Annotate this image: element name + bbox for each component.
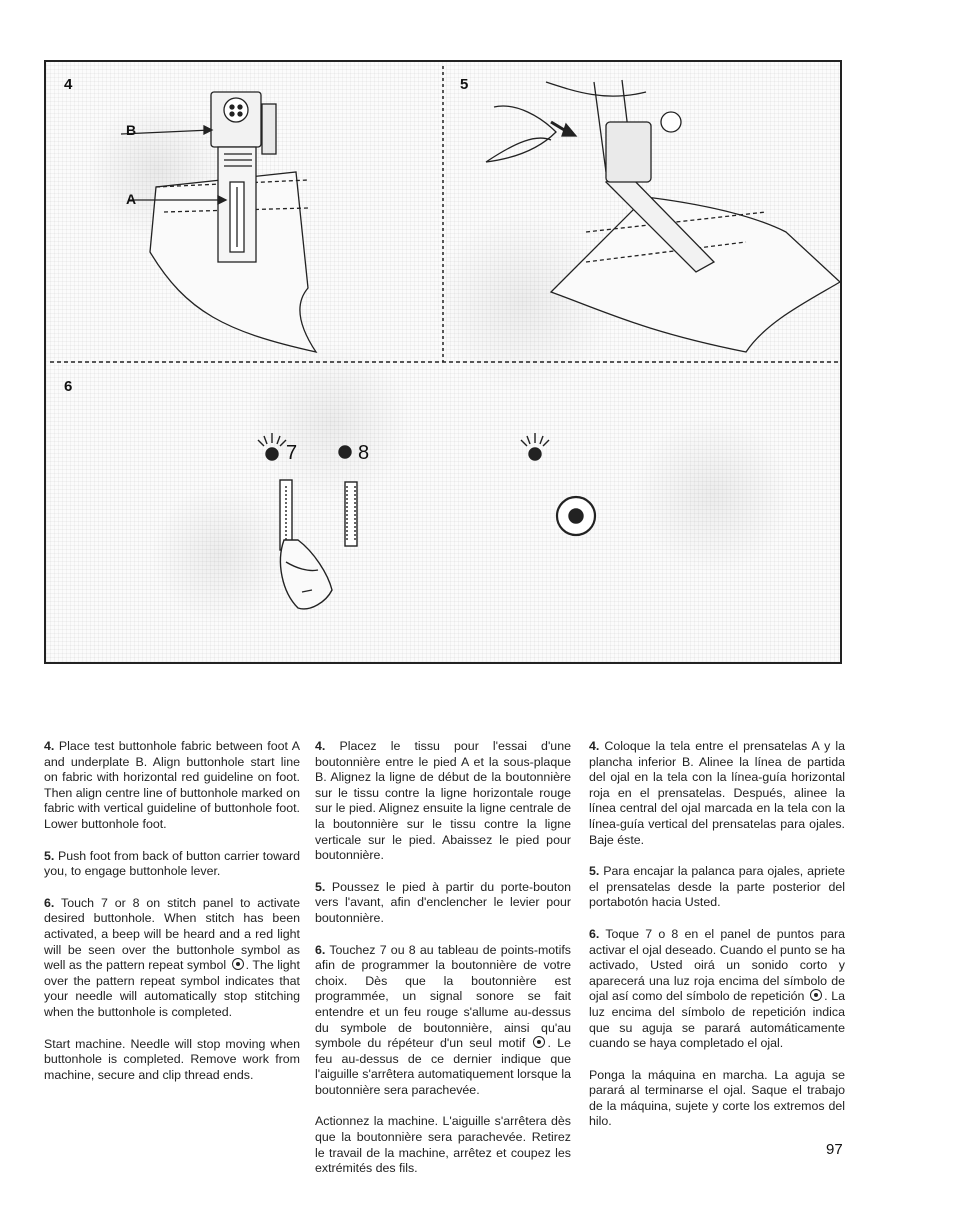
french-column (315, 739, 571, 1193)
step-number: 4. (589, 739, 600, 753)
english-step-6 (44, 896, 300, 1021)
figure-label-5: 5 (460, 76, 469, 93)
step-text: Touch 7 or 8 on stitch panel to activate desired buttonhole. When stitch has been activated, a beep will be heard and a red light will be seen over the buttonhole symbol as well as the pattern repeat symbol (44, 895, 301, 973)
french-step-6 (315, 943, 571, 1099)
step-number: 6. (315, 942, 326, 957)
step-text: Poussez le pied à partir du porte-bouton vers l'avant, afin d'enclencher le levier pour boutonnière. (315, 879, 571, 925)
led-label-7: 7 (286, 442, 298, 464)
panel-5-illustration (486, 80, 840, 352)
label-b: B (126, 122, 137, 138)
french-step-5 (315, 880, 571, 927)
step-text: Place test buttonhole fabric between foot A and underplate B. Align buttonhole start line on fabric with horizontal red guideline on foot. Then align centre line of buttonhole marked on fabric with vertical guideline of buttonhole foot. Lower buttonhole foot. (44, 739, 301, 831)
step-number: 5. (589, 864, 600, 879)
step-number: 6. (589, 926, 600, 941)
led-repeat-icon (529, 448, 541, 460)
french-step-4 (315, 739, 571, 864)
step-text: Para encajar la palanca para ojales, apriete el prensatelas desde la parte posterior del portabotón hacia Usted. (589, 864, 845, 910)
step-text: Coloque la tela entre el prensatelas A y la plancha inferior B. Alinee la línea de partida del ojal en la tela con la línea-guía horizontal roja en el prensatelas. Después, alinee la línea central del ojal marcada en la tela con la línea-guía vertical del prensatelas para ojales. Baje éste. (589, 739, 845, 847)
step-number: 4. (315, 739, 326, 753)
spanish-step-6 (589, 927, 845, 1052)
figure-label-6: 6 (64, 378, 73, 395)
page-number: 97 (826, 1141, 843, 1158)
led-8-icon (339, 446, 351, 458)
panel-6-illustration (258, 433, 595, 609)
led-label-8: 8 (358, 442, 370, 464)
finger-icon (280, 540, 332, 609)
english-closing: Start machine. Needle will stop moving when buttonhole is completed. Remove work from machine, secure and clip thread ends. (44, 1036, 300, 1082)
led-7-icon (266, 448, 278, 460)
step-text: . Le feu au-dessus de ce dernier indique que l'aiguille s'arrêtera automatiquement lorsque la boutonnière sera parachevée. (315, 1036, 571, 1097)
pattern-repeat-icon (533, 1036, 545, 1048)
spanish-step-5 (589, 864, 845, 911)
panel-4-illustration (121, 92, 316, 352)
step-text: Touchez 7 ou 8 au tableau de points-motifs afin de programmer la boutonnière de votre choix. Dès que la boutonnière est programmée, un signal sonore se fait entendre et un feu rouge s'allume au-dessus du symbole de boutonnière, ainsi qu'au symbole du répéteur d'un seul motif (315, 942, 572, 1051)
step-text: . La luz encima del símbolo de repetición indica que su aguja se parará automáticamente cuando se haya completado el ojal. (589, 989, 845, 1051)
step-number: 4. (44, 739, 55, 753)
french-closing: Actionnez la machine. L'aiguille s'arrêtera dès que la boutonnière sera parachevée. Retirez le travail de la machine, arrêtez et coupez les extrémités des fils. (315, 1114, 571, 1176)
spanish-closing: Ponga la máquina en marcha. La aguja se parará al terminarse el ojal. Saque el trabajo de la máquina, sujete y corte los extremos del hilo. (589, 1067, 845, 1129)
label-a: A (126, 191, 137, 207)
figure-drawing (46, 62, 844, 666)
step-text: . The light over the pattern repeat symbol indicates that your needle will automatically stop stitching when the buttonhole is completed. (44, 958, 300, 1019)
step-number: 5. (315, 879, 326, 894)
step-text: Push foot from back of button carrier toward you, to engage buttonhole lever. (44, 848, 300, 879)
spanish-column (589, 739, 845, 1146)
spanish-step-4 (589, 739, 845, 848)
step-number: 6. (44, 895, 55, 910)
english-step-5 (44, 849, 300, 880)
step-text: Placez le tissu pour l'essai d'une boutonnière entre le pied A et la sous-plaque B. Alignez la ligne de début de la boutonnière sur le tissu contre la ligne horizontale rouge sur le pied. Alignez ensuite la ligne centrale de la boutonnière sur le tissu contre la ligne verticale sur le pied. Abaissez le pied pour boutonnière. (315, 739, 571, 863)
pattern-repeat-icon (810, 989, 822, 1001)
step-number: 5. (44, 848, 55, 863)
english-step-4 (44, 739, 300, 833)
pattern-repeat-icon (232, 958, 244, 970)
figure-label-4: 4 (64, 76, 73, 93)
instruction-figure (44, 60, 842, 664)
english-column (44, 739, 300, 1099)
step-text: Toque 7 o 8 en el panel de puntos para activar el ojal deseado. Cuando el punto se ha activado, Usted oirá un sonido corto y aparecerá una luz roja encima del símbolo de ojal así como del símbolo de repetición (589, 926, 845, 1004)
